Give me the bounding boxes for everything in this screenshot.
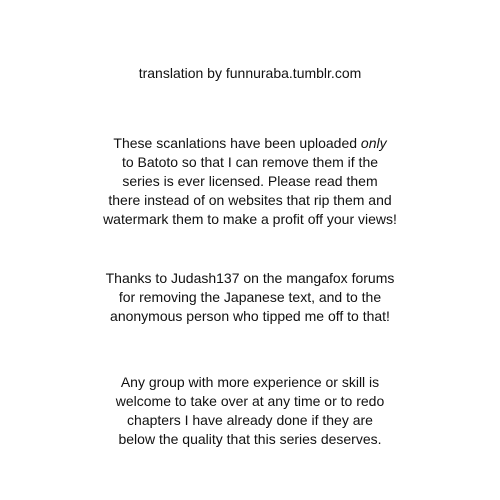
upload-notice-paragraph [0, 134, 500, 229]
thanks-line-2: for removing the Japanese text, and to the [118, 289, 382, 305]
notice-line-1 [0, 134, 500, 153]
takeover-line-1: Any group with more experience or skill is [120, 374, 380, 390]
takeover-line-4: below the quality that this series deserves. [118, 431, 382, 447]
thanks-line-1: Thanks to Judash137 on the mangafox forums [105, 270, 395, 286]
notice-emphasis: only [360, 135, 387, 151]
notice-line-2: to Batoto so that I can remove them if the [121, 154, 379, 170]
notice-line-4: there instead of on websites that rip them and [108, 192, 392, 208]
notice-line-3: series is ever licensed. Please read them [122, 173, 378, 189]
takeover-line-2: welcome to take over at any time or to redo [115, 393, 385, 409]
notice-line-1-text: These scanlations have been uploaded [113, 135, 361, 151]
translation-credit: translation by funnuraba.tumblr.com [138, 65, 362, 81]
takeover-paragraph [0, 373, 500, 449]
thanks-paragraph [0, 269, 500, 326]
takeover-line-3: chapters I have already done if they are [127, 412, 373, 428]
thanks-line-3: anonymous person who tipped me off to that! [110, 308, 390, 324]
notice-line-5: watermark them to make a profit off your views! [103, 211, 397, 227]
